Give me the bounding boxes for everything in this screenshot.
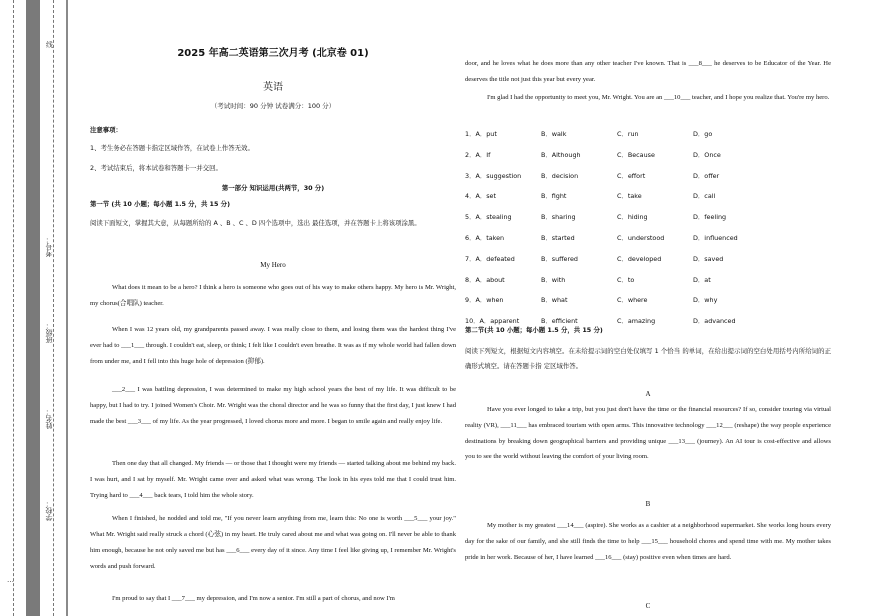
option-choice: D．Once [693,150,721,159]
school-label: 学校： [45,500,53,521]
inner-line-mark: 线 [46,41,53,49]
section1-heading: 第一节 (共 10 小题；每小题 1.5 分，共 15 分) [90,200,230,208]
option-choice: 10．A．apparent [465,317,520,326]
passage-label-a: A [645,390,651,398]
section2-heading: 第二节(共 10 小题；每小题 1.5 分，共 15 分) [465,326,603,334]
passage-paragraph: What does it mean to be a hero? I think a hero is someone who goes out of his way to make others happy. My hero is Mr. Wright, my chorus(合唱队) teacher. [90,284,456,308]
option-choice: 4．A．set [465,192,496,201]
passage-title: My Hero [260,261,286,269]
option-choice: D．influenced [693,234,738,242]
option-choice: C．Because [617,150,655,159]
option-choice: B．what [541,296,568,305]
option-choice: 2．A．If [465,150,491,159]
option-choice: 1．A．put [465,130,497,138]
option-choice: B．with [541,275,566,284]
passage-paragraph: Then one day that all changed. My friends — or those that I thought were my friends — started talking about me behind my back. I was hurt, and I sat by myself. Mr. Wright came over and asked what was wrong. The look in his eyes told me that I could trust him. Trying hard to ___4___ back tears, I told him the whole story. [90,460,456,500]
binding-margin [0,0,80,616]
outer-binding-strip [26,0,40,616]
option-choice: C．take [617,192,642,201]
option-choice: D．why [693,296,718,305]
passage-closing: I'm glad I had the opportunity to meet you, Mr. Wright. You are an ___10___ teacher, and I hope you realize that. You're my hero. [487,94,830,101]
exam-info: （考试时间：90 分钟 试卷满分：100 分） [210,102,336,110]
option-choice: B．sharing [541,213,576,222]
section1-instruction: 阅读下面短文，掌握其大意，从每题所给的 A 、B 、C 、D 四个选项中，选出 最佳选项，并在答题卡上将该项涂黑。 [90,219,421,227]
option-choice: C．run [617,130,639,138]
option-choice: 8．A．about [465,275,505,284]
passage-paragraph: I'm proud to say that I ___7___ my depression, and I'm now a senior. I'm still a part of chorus, and now I'm [112,595,395,602]
inner-binding-strip [66,0,68,616]
part1-heading: 第一部分 知识运用(共两节，30 分) [221,184,325,192]
note-item: 1、考生务必在答题卡指定区域作答，在试卷上作答无效。 [90,144,254,152]
passage-label-b: B [645,500,651,508]
option-choice: B．walk [541,130,567,138]
name-label: 姓名： [45,408,53,429]
option-choice: D．offer [693,171,720,180]
passage-paragraph: When I was 12 years old, my grandparents passed away. I was really close to them, and losing them was the hardest thing I've ever had to ___1___ through. I couldn't eat, sleep, or think; I felt like I couldn't even breathe. It was as if my whole world had fallen down from under me, and I fell into this huge hole of depression (抑郁). [90,326,456,366]
option-choice: B．started [541,234,575,242]
section2-instruction: 阅读下列短文，根据短文内容填空。在未给提示词的空白处仅填写 1 个恰当 的单词，在给出提示词的空白处用括号内所给词的正确形式填空。请在答题卡指 定区域作答。 [465,347,831,370]
option-choice: C．effort [617,171,646,180]
option-choice: 7．A．defeated [465,254,515,263]
option-choice: C．developed [617,254,662,263]
option-choice: D．feeling [693,213,727,222]
option-choice: C．amazing [617,317,656,326]
class-label: 班级： [45,322,53,343]
option-choice: C．understood [617,234,665,242]
option-choice: 9．A．when [465,296,504,305]
passage-a: Have you ever longed to take a trip, but you just don't have the time or the financial resources? If so, consider touring via virtual reality (VR), ___11___ has embraced tourism with open arms. This innovative technology ___12___ (reshape) the way people experience destinations by breaking down geographical barriers and providing unique ___13___ (journey). An AI tour is cost-effective and allows you to see the world without leaving the comfort of your living room. [465,406,831,461]
subject-title: 英语 [263,82,283,93]
option-choice: B．Although [541,150,581,159]
option-choice: C．to [617,275,635,284]
exam-number-label: 考号： [45,236,53,257]
option-choice: C．where [617,296,648,305]
option-choice: 5．A．stealing [465,213,512,222]
option-choice: D．call [693,192,716,201]
passage-paragraph: ___2___ I was battling depression, I was determined to make my high school years the best of my life. It was difficult to be happy, but I had to try. I joined Women's Choir. Mr. Wright was the choral director and he was so funny that the first day, I just knew I had made the best ___3___ of my life. As the year progressed, I loved chorus more and more. I began to smile again and really enjoy life. [90,386,456,426]
notes-heading: 注意事项： [90,126,122,134]
option-choice: C．hiding [617,213,648,222]
passage-label-c: C [645,602,651,610]
option-choice: 3．A．suggestion [465,171,522,180]
passage-b: My mother is my greatest ___14___ (aspire). She works as a cashier at a neighborhood supermarket. She works long hours every day for the sake of our family, and she still finds the time to help ___15___ household chores and spend time with me. My mother takes pride in her work. Because of her, I have learned ___16___ (stay) positive even when times are hard. [465,522,831,561]
option-choice: B．efficient [541,317,578,326]
option-choice: B．suffered [541,254,578,263]
inner-seal-line [53,0,54,616]
option-choice: B．decision [541,171,579,180]
passage-paragraph: When I finished, he nodded and told me, "If you never learn anything from me, learn this: No one is worth ___5___ your joy." What Mr. Wright said really struck a chord (心弦) in my heart. He truly cared about me and what was going on. I'll never be able to thank him enough, because he not only saved me but has ___6___ every day of it since. Any time I feel like giving up, I remember Mr. Wright's words and push forward. [90,515,456,571]
option-choice: 6．A．taken [465,234,505,242]
option-choice: D．at [693,275,711,284]
outer-seal-line [13,0,14,616]
option-choice: D．saved [693,254,724,263]
note-item: 2、考试结束后，将本试卷和答题卡一并交回。 [90,164,222,172]
seal-mark: … [7,576,14,584]
page-title: 2025 年高二英语第三次月考 (北京卷 01) [177,48,369,59]
option-choice: B．fight [541,192,567,201]
option-choice: D．go [693,130,713,138]
passage-continuation: door, and he loves what he does more than any other teacher I've known. That is ___8___ he deserves to be Educator of the Year. He deserves the title not just this year but every year. [465,60,831,83]
option-choice: D．advanced [693,317,736,326]
